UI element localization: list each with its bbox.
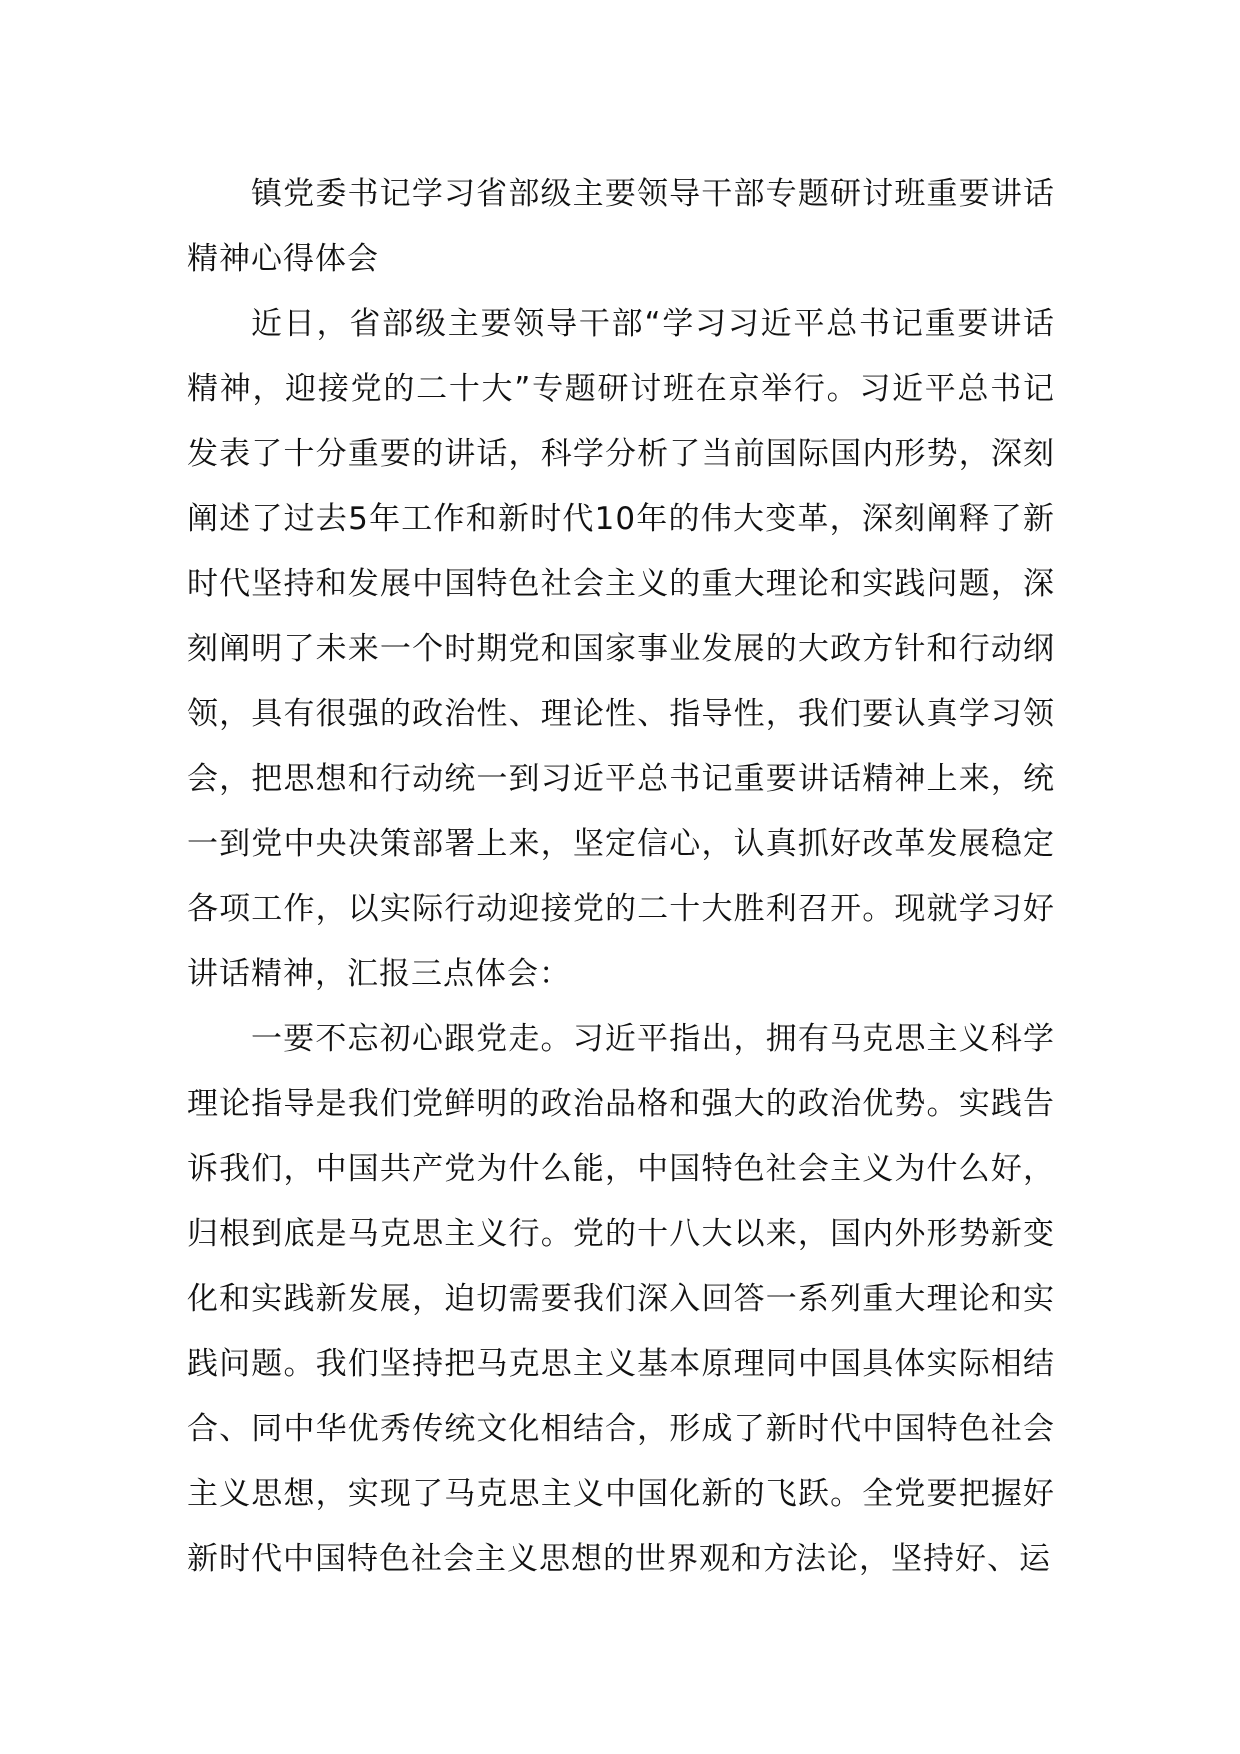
document-body [187, 162, 1055, 1592]
document-title: 镇党委书记学习省部级主要领导干部专题研讨班重要讲话精神心得体会 [187, 176, 1055, 277]
paragraph-point-one: 一要不忘初心跟党走。习近平指出，拥有马克思主义科学理论指导是我们党鲜明的政治品格和强大的政治优势。实践告诉我们，中国共产党为什么能，中国特色社会主义为什么好，归根到底是马克思主义行。党的十八大以来，国内外形势新变化和实践新发展，迫切需要我们深入回答一系列重大理论和实践问题。我们坚持把马克思主义基本原理同中国具体实际相结合、同中华优秀传统文化相结合，形成了新时代中国特色社会主义思想，实现了马克思主义中国化新的飞跃。全党要把握好新时代中国特色社会主义思想的世界观和方法论，坚持好、运 [187, 1021, 1055, 1577]
paragraph-intro: 近日，省部级主要领导干部“学习习近平总书记重要讲话精神，迎接党的二十大”专题研讨班在京举行。习近平总书记发表了十分重要的讲话，科学分析了当前国际国内形势，深刻阐述了过去5年工作和新时代10年的伟大变革，深刻阐释了新时代坚持和发展中国特色社会主义的重大理论和实践问题，深刻阐明了未来一个时期党和国家事业发展的大政方针和行动纲领，具有很强的政治性、理论性、指导性，我们要认真学习领会，把思想和行动统一到习近平总书记重要讲话精神上来，统一到党中央决策部署上来，坚定信心，认真抓好改革发展稳定各项工作，以实际行动迎接党的二十大胜利召开。现就学习好讲话精神，汇报三点体会： [187, 306, 1055, 992]
